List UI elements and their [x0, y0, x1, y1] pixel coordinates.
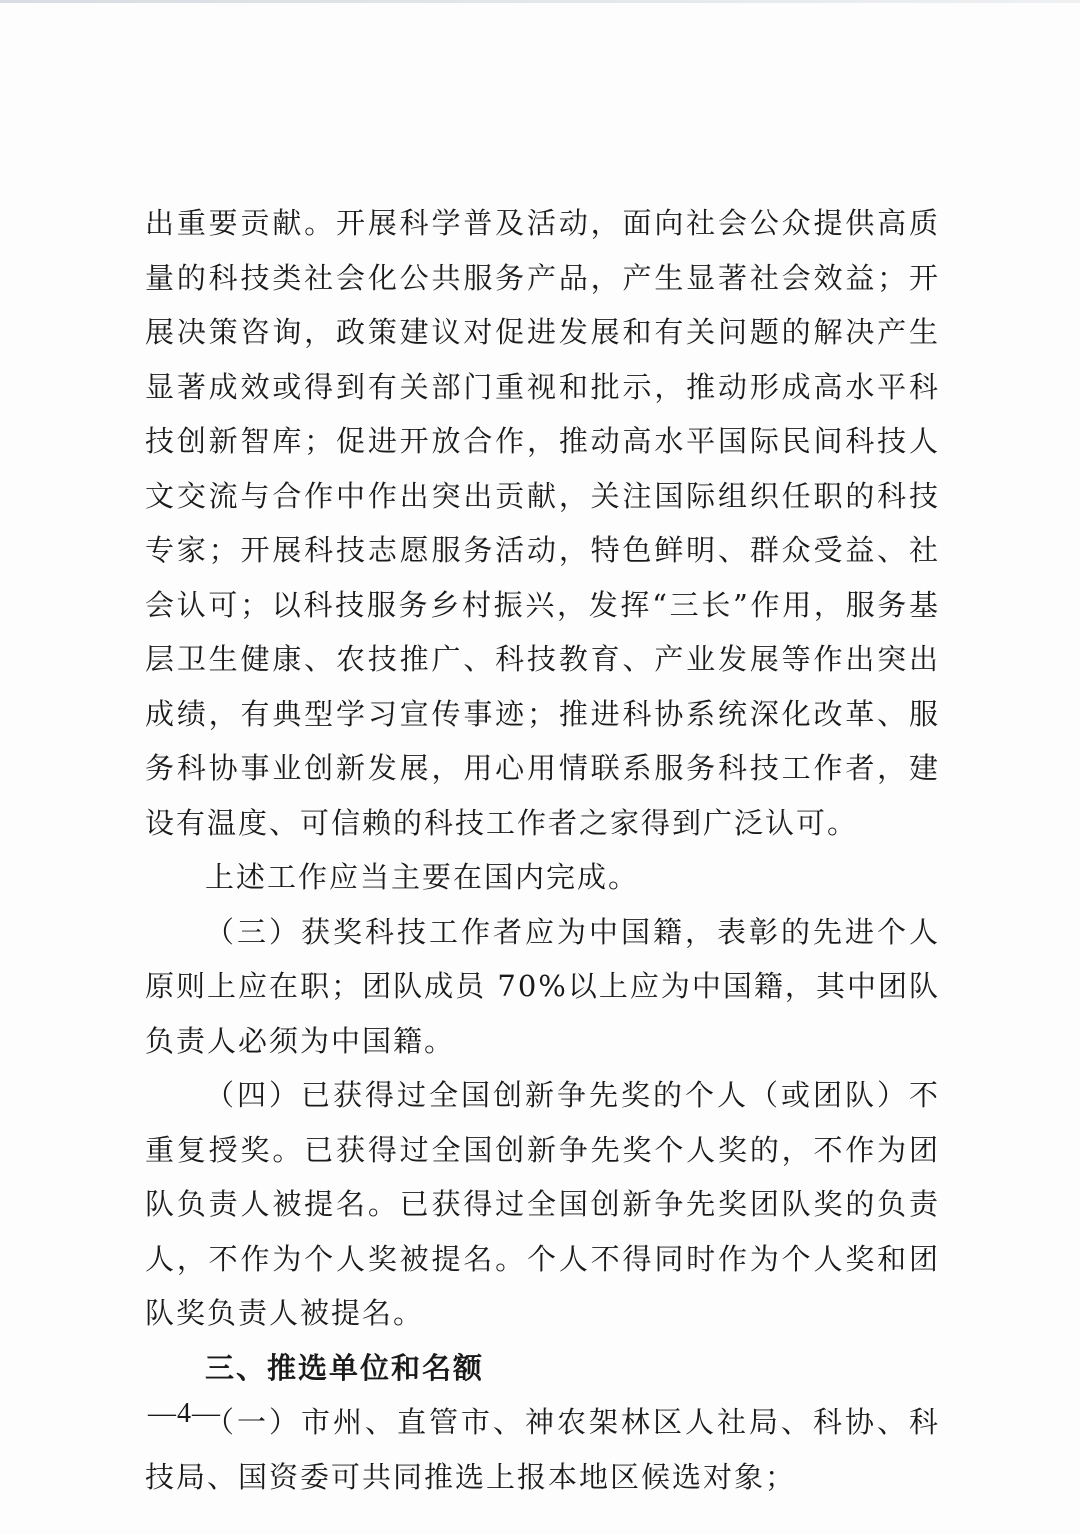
- document-body: [145, 196, 940, 1504]
- paragraph-nationality-requirement: （三）获奖科技工作者应为中国籍，表彰的先进个人原则上应在职；团队成员 70%以上应为中国籍，其中团队负责人必须为中国籍。: [145, 914, 940, 1058]
- paragraph-no-repeat-award: （四）已获得过全国创新争先奖的个人（或团队）不重复授奖。已获得过全国创新争先奖个人奖的，不作为团队负责人被提名。已获得过全国创新争先奖团队奖的负责人，不作为个人奖被提名。个人不得同时作为个人奖和团队奖负责人被提名。: [145, 1078, 940, 1330]
- paragraph-nominating-units: （一）市州、直管市、神农架林区人社局、科协、科技局、国资委可共同推选上报本地区候选对象；: [145, 1405, 940, 1494]
- scan-edge: [0, 0, 1080, 3]
- paragraph-contributions: 出重要贡献。开展科学普及活动，面向社会公众提供高质量的科技类社会化公共服务产品，产生显著社会效益；开展决策咨询，政策建议对促进发展和有关问题的解决产生显著成效或得到有关部门重视和批示，推动形成高水平科技创新智库；促进开放合作，推动高水平国际民间科技人文交流与合作中作出突出贡献，关注国际组织任职的科技专家；开展科技志愿服务活动，特色鲜明、群众受益、社会认可；以科技服务乡村振兴，发挥“三长”作用，服务基层卫生健康、农技推广、科技教育、产业发展等作出突出成绩，有典型学习宣传事迹；推进科协系统深化改革、服务科协事业创新发展，用心用情联系服务科技工作者，建设有温度、可信赖的科技工作者之家得到广泛认可。: [145, 206, 940, 840]
- paragraph-domestic-completion: 上述工作应当主要在国内完成。: [205, 860, 640, 894]
- section-heading: 三、推选单位和名额: [205, 1350, 485, 1385]
- page-number: —4—: [148, 1398, 221, 1429]
